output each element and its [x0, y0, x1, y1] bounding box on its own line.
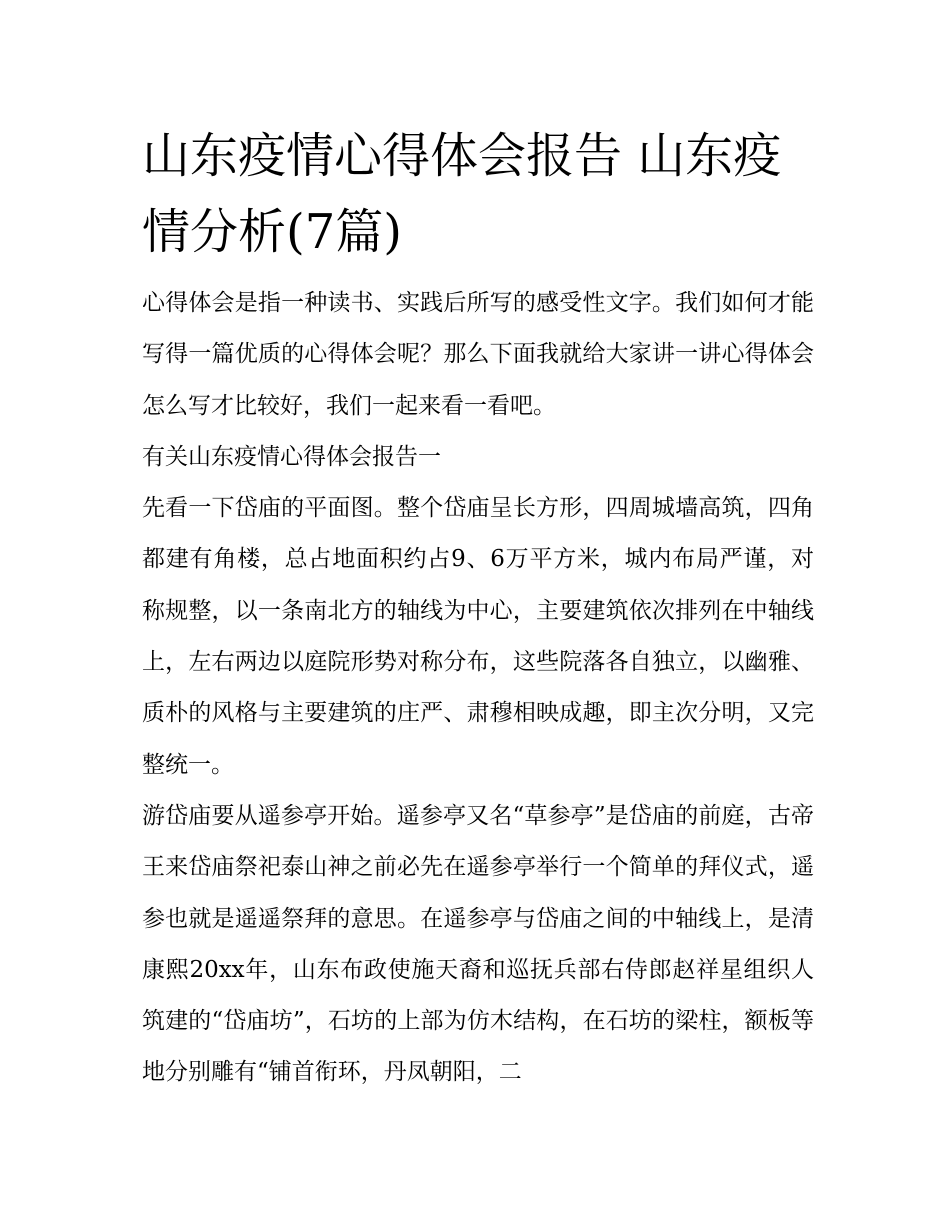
document-content [142, 118, 814, 1099]
body-paragraph: 先看一下岱庙的平面图。整个岱庙呈长方形，四周城墙高筑，四角都建有角楼，总占地面积约占9、6万平方米，城内布局严谨，对称规整，以一条南北方的轴线为中心，主要建筑依次排列在中轴线上，左右两边以庭院形势对称分布，这些院落各自独立，以幽雅、质朴的风格与主要建筑的庄严、肃穆相映成趣，即主次分明，又完整统一。 [142, 495, 814, 778]
body-paragraph: 游岱庙要从遥参亭开始。遥参亭又名“草参亭”是岱庙的前庭，古帝王来岱庙祭祀泰山神之前必先在遥参亭举行一个简单的拜仪式，遥参也就是遥遥祭拜的意思。在遥参亭与岱庙之间的中轴线上，是清康熙20xx年，山东布政使施天裔和巡抚兵部右侍郎赵祥星组织人筑建的“岱庙坊”，石坊的上部为仿木结构，在石坊的梁柱，额板等地分别雕有“铺首衔环，丹凤朝阳，二 [142, 802, 814, 1086]
section-heading: 有关山东疫情心得体会报告一 [142, 443, 441, 470]
intro-paragraph: 心得体会是指一种读书、实践后所写的感受性文字。我们如何才能写得一篇优质的心得体会呢？那么下面我就给大家讲一讲心得体会怎么写才比较好，我们一起来看一看吧。 [142, 290, 814, 419]
document-body [142, 278, 814, 1099]
document-title: 山东疫情心得体会报告 山东疫情分析(7篇) [142, 128, 782, 260]
